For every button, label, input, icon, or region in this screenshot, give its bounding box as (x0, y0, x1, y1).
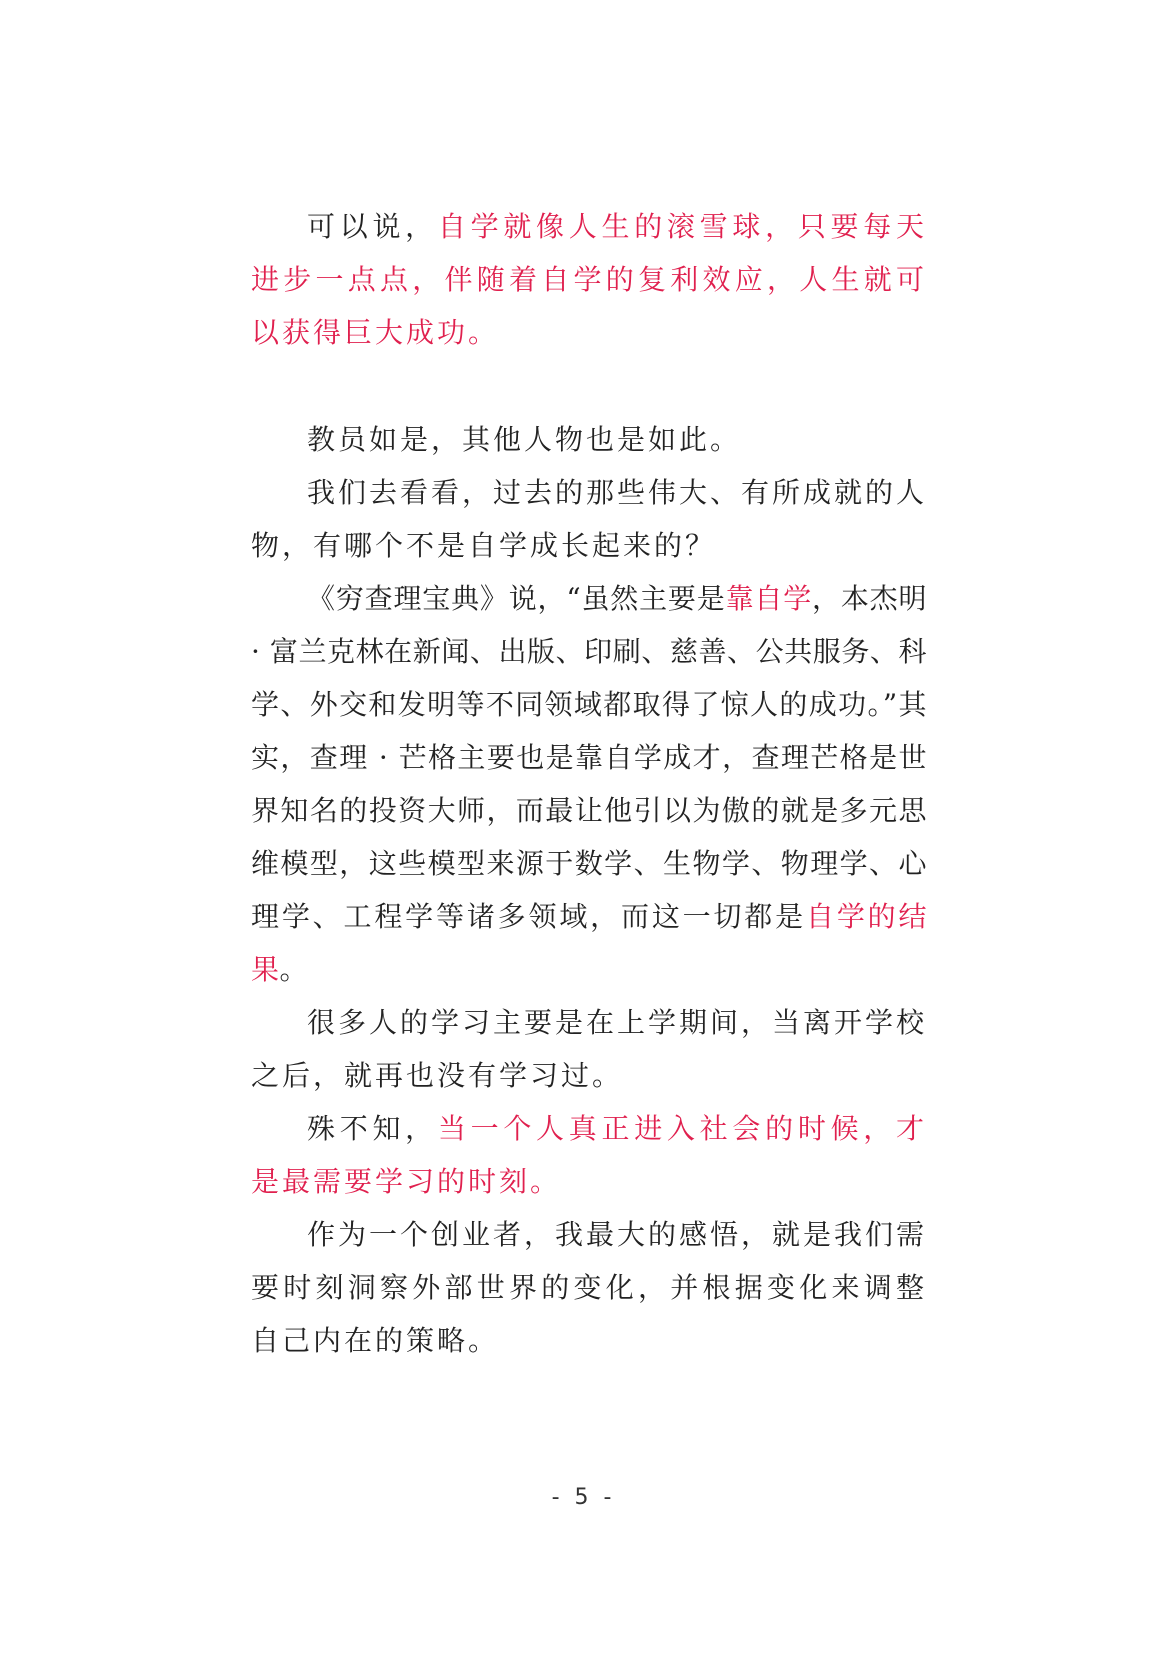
highlighted-society-text: 当一个人真正进入社会的时候，才是最需要学习的时刻。 (251, 1112, 927, 1198)
paragraph-2-text: 教员如是，其他人物也是如此。 (307, 423, 742, 456)
paragraph-4-body: ，本杰明 · 富兰克林在新闻、出版、印刷、慈善、公共服务、科学、外交和发明等不同领域都取得了惊人的成功。”其实，查理 · 芒格主要也是靠自学成才，查理芒格是世界知名的投资大师，而最让他引以为傲的就是多元思维模型，这些模型来源于数学、生物学、物理学、心理学、工程学等诸多领域，而这一切都是 (251, 582, 927, 933)
highlighted-self-study-result: 自学的结果 (251, 900, 927, 986)
paragraph-poor-charlie (251, 572, 927, 996)
paragraph-4-end: 。 (279, 953, 309, 986)
paragraph-snowball (251, 200, 927, 359)
paragraph-6-lead: 殊不知， (307, 1112, 438, 1145)
paragraph-7-text: 作为一个创业者，我最大的感悟，就是我们需要时刻洞察外部世界的变化，并根据变化来调整自己内在的策略。 (251, 1218, 928, 1357)
paragraph-entrepreneur (251, 1208, 927, 1367)
paragraph-great-people (251, 466, 927, 572)
paragraph-1-lead: 可以说， (307, 210, 438, 243)
paragraph-school-learning (251, 996, 927, 1102)
highlighted-self-study: 靠自学 (725, 582, 813, 615)
page-body (251, 200, 927, 1367)
paragraph-5-text: 很多人的学习主要是在上学期间，当离开学校之后，就再也没有学习过。 (251, 1006, 928, 1092)
paragraph-3-text: 我们去看看，过去的那些伟大、有所成就的人物，有哪个不是自学成长起来的？ (251, 476, 928, 562)
paragraph-society (251, 1102, 927, 1208)
page-number: - 5 - (551, 1485, 616, 1510)
paragraph-teacher (251, 413, 927, 466)
highlighted-snowball-text: 自学就像人生的滚雪球，只要每天进步一点点，伴随着自学的复利效应，人生就可以获得巨大成功。 (251, 210, 927, 349)
paragraph-4-lead: 《穷查理宝典》说，“虽然主要是 (307, 582, 726, 615)
paragraph-gap (251, 359, 927, 413)
